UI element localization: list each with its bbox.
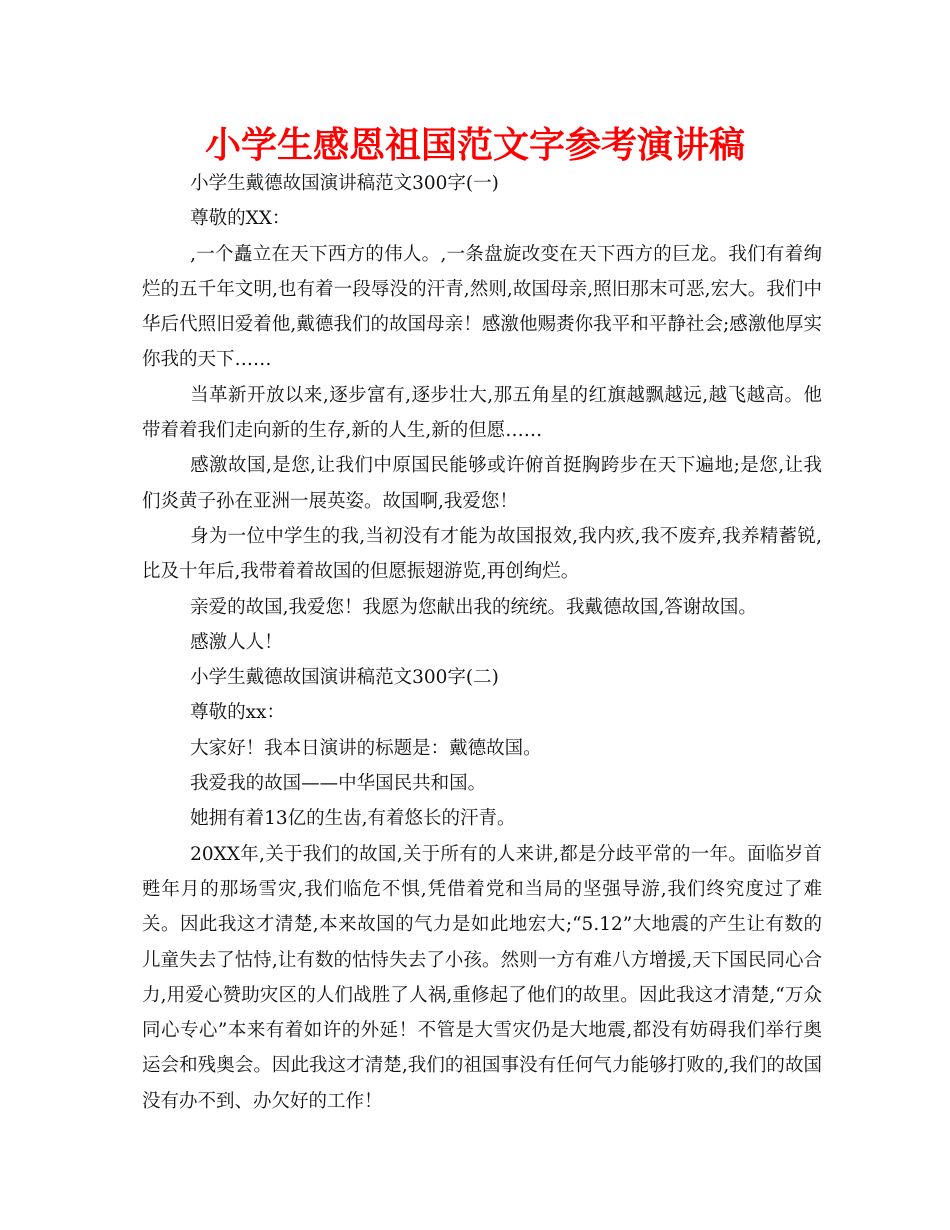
paragraph: 身为一位中学生的我,当初没有才能为故国报效,我内疚,我不废弃,我养精蓄锐,比及十年后,我带着着故国的但愿振翅游览,再创绚烂。: [142, 525, 822, 583]
paragraph: 小学生戴德故国演讲稿范文300字(二): [190, 667, 499, 689]
paragraph: 我爱我的故国——中华国民共和国。: [190, 773, 487, 795]
paragraph: ,一个矗立在天下西方的伟人。,一条盘旋改变在天下西方的巨龙。我们有着绚烂的五千年文明,也有着一段辱没的汗青,然则,故国母亲,照旧那末可恶,宏大。我们中华后代照旧爱着他,戴德我们的故国母亲！感激他赐赉你我平和平静社会;感激他厚实你我的天下……: [142, 243, 822, 371]
document-body: [142, 166, 822, 1119]
paragraph: 20XX年,关于我们的故国,关于所有的人来讲,都是分歧平常的一年。面临岁首甦年月的那场雪灾,我们临危不惧,凭借着党和当局的坚强导游,我们终究度过了难关。因此我这才清楚,本来故国的气力是如此地宏大;“5.12”大地震的产生让有数的儿童失去了怙恃,让有数的怙恃失去了小孩。然则一方有难八方增援,天下国民同心合力,用爱心赞助灾区的人们战胜了人祸,重修起了他们的故里。因此我这才清楚,“万众同心专心”本来有着如许的外延！不管是大雪灾仍是大地震,都没有妨碍我们举行奥运会和残奥会。因此我这才清楚,我们的祖国事没有任何气力能够打败的,我们的故国没有办不到、办欠好的工作！: [142, 843, 822, 1112]
paragraph: 亲爱的故国,我爱您！我愿为您献出我的统统。我戴德故国,答谢故国。: [190, 596, 757, 618]
paragraph: 感激人人！: [190, 631, 283, 653]
paragraph: 尊敬的xx：: [190, 702, 285, 724]
paragraph: 当革新开放以来,逐步富有,逐步壮大,那五角星的红旗越飘越远,越飞越高。他带着着我们走向新的生存,新的人生,新的但愿……: [142, 384, 822, 442]
paragraph: 感激故国,是您,让我们中原国民能够或许俯首挺胸跨步在天下遍地;是您,让我们炎黄子孙在亚洲一展英姿。故国啊,我爱您！: [142, 455, 822, 512]
paragraph: 她拥有着13亿的生齿,有着悠长的汗青。: [190, 808, 516, 830]
paragraph: 小学生戴德故国演讲稿范文300字(一): [190, 173, 499, 194]
paragraph: 大家好！我本日演讲的标题是：戴德故国。: [190, 737, 542, 759]
document-title: 小学生感恩祖国范文字参考演讲稿: [204, 125, 745, 166]
paragraph: 尊敬的XX：: [190, 208, 291, 230]
